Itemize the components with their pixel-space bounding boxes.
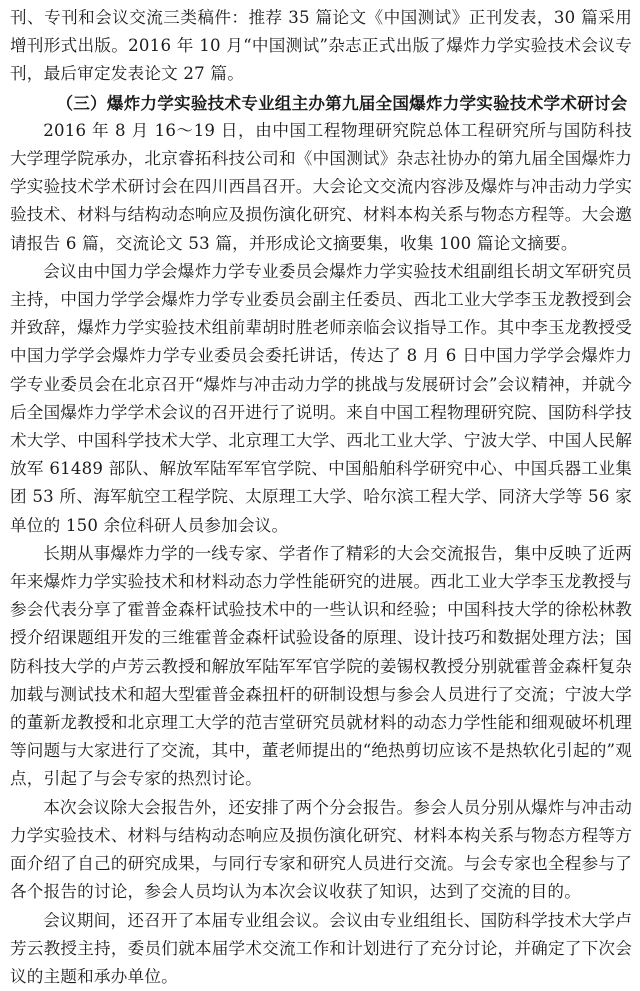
paragraph-conference-overview: 2016 年 8 月 16～19 日，由中国工程物理研究院总体工程研究所与国防科技大学理学院承办，北京睿拓科技公司和《中国测试》杂志社协办的第九届全国爆炸力学实验技术学术研讨会在四川西昌召开。大会论文交流内容涉及爆炸与冲击动力学实验技术、材料与结构动态响应及损伤演化研究、材料本构关系与物态方程等。大会邀请报告 6 篇，交流论文 53 篇，并形成论文摘要集，收集 100 篇论文摘要。 <box>10 117 632 258</box>
intro-paragraph: 刊、专刊和会议交流三类稿件：推荐 35 篇论文《中国测试》正刊发表，30 篇采用增刊形式出版。2016 年 10 月“中国测试”杂志正式出版了爆炸力学实验技术会议专刊，最后审定发表论文 27 篇。 <box>10 4 632 89</box>
paragraph-group-meeting: 会议期间，还召开了本届专业组会议。会议由专业组组长、国防科学技术大学卢芳云教授主持，委员们就本届学术交流工作和计划进行了充分讨论，并确定了下次会议的主题和承办单位。 <box>10 907 632 991</box>
document-page <box>10 4 632 991</box>
paragraph-session-reports: 本次会议除大会报告外，还安排了两个分会报告。参会人员分别从爆炸与冲击动力学实验技术、材料与结构动态响应及损伤演化研究、材料本构关系与物态方程等方面介绍了自己的研究成果，与同行专家和研究人员进行交流。与会专家也全程参与了各个报告的讨论，参会人员均认为本次会议收获了知识，达到了交流的目的。 <box>10 794 632 907</box>
section-heading: （三）爆炸力学实验技术专业组主办第九届全国爆炸力学实验技术学术研讨会 <box>10 89 632 117</box>
paragraph-keynote-reports: 长期从事爆炸力学的一线专家、学者作了精彩的大会交流报告，集中反映了近两年来爆炸力学实验技术和材料动态力学性能研究的进展。西北工业大学李玉龙教授与参会代表分享了霍普金森杆试验技术中的一些认识和经验；中国科技大学的徐松林教授介绍课题组开发的三维霍普金森杆试验设备的原理、设计技巧和数据处理方法；国防科技大学的卢芳云教授和解放军陆军军官学院的姜锡权教授分别就霍普金森杆复杂加载与测试技术和超大型霍普金森扭杆的研制设想与参会人员进行了交流；宁波大学的董新龙教授和北京理工大学的范吉堂研究员就材料的动态力学性能和细观破坏机理等问题与大家进行了交流，其中，董老师提出的“绝热剪切应该不是热软化引起的”观点，引起了与会专家的热烈讨论。 <box>10 540 632 794</box>
paragraph-opening-and-attendees: 会议由中国力学会爆炸力学专业委员会爆炸力学实验技术组副组长胡文军研究员主持，中国力学学会爆炸力学专业委员会副主任委员、西北工业大学李玉龙教授到会并致辞，爆炸力学实验技术组前辈胡时胜老师亲临会议指导工作。其中李玉龙教授受中国力学学会爆炸力学专业委员会委托讲话，传达了 8 月 6 日中国力学学会爆炸力学专业委员会在北京召开“爆炸与冲击动力学的挑战与发展研讨会”会议精神，并就今后全国爆炸力学学术会议的召开进行了说明。来自中国工程物理研究院、国防科学技术大学、中国科学技术大学、北京理工大学、西北工业大学、宁波大学、中国人民解放军 61489 部队、解放军陆军军官学院、中国船舶科学研究中心、中国兵器工业集团 53 所、海军航空工程学院、太原理工大学、哈尔滨工程大学、同济大学等 56 家单位的 150 余位科研人员参加会议。 <box>10 258 632 540</box>
